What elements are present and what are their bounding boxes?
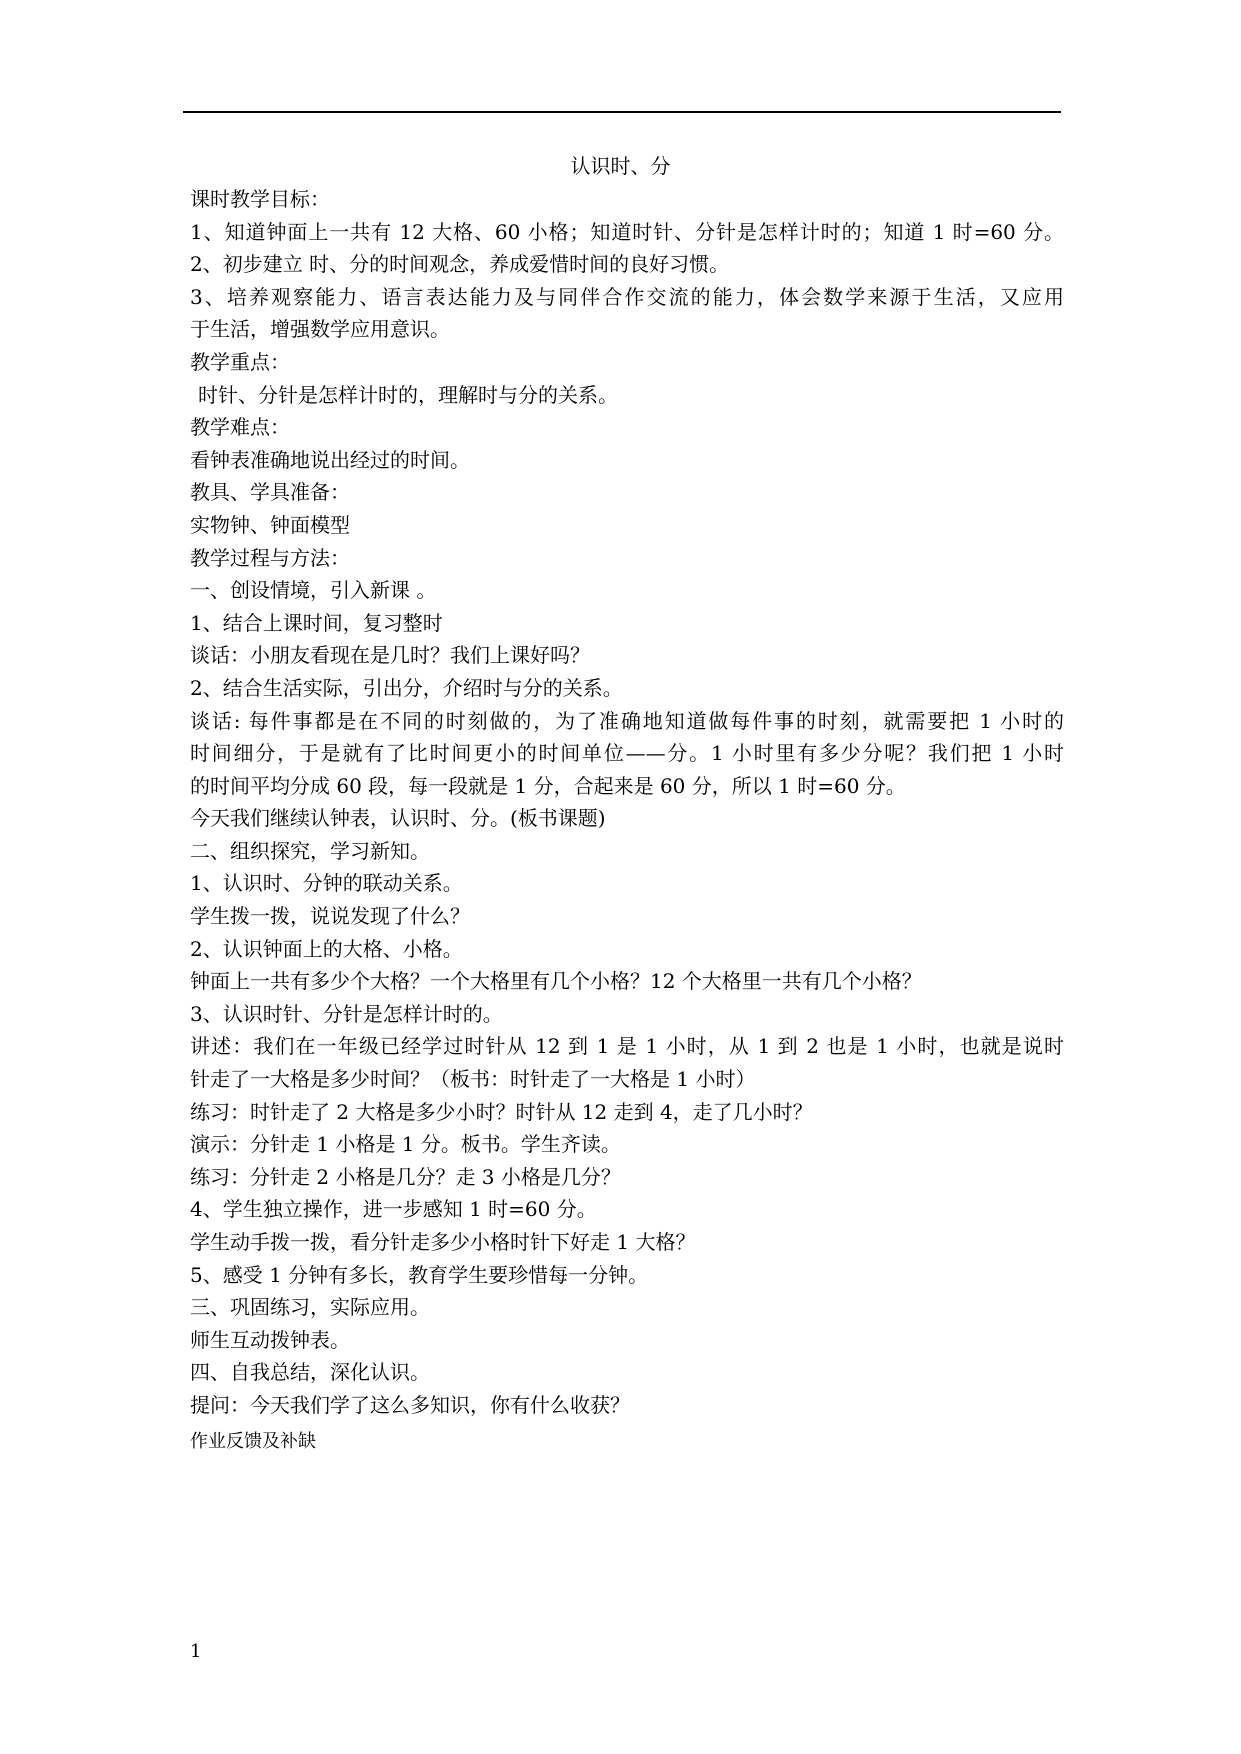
text-line: 于生活，增强数学应用意识。 — [190, 317, 450, 342]
text-line: 教学过程与方法： — [190, 545, 350, 570]
footer-note: 作业反馈及补缺 — [190, 1431, 316, 1452]
text-line: 谈话：小朋友看现在是几时？我们上课好吗？ — [190, 643, 590, 668]
page-number: 1 — [190, 1641, 202, 1662]
text-line: 1、知道钟面上一共有 12 大格、60 小格；知道时针、分针是怎样计时的；知道 1 时=60 分。 — [190, 219, 1064, 244]
text-line: 今天我们继续认钟表，认识时、分。(板书课题) — [190, 806, 606, 831]
text-line: 练习：时针走了 2 大格是多少小时？时针从 12 走到 4，走了几小时？ — [190, 1099, 813, 1124]
text-line: 2、认识钟面上的大格、小格。 — [190, 936, 463, 961]
header-rule — [183, 111, 1061, 113]
text-line: 教学重点： — [190, 349, 290, 374]
text-line: 一、创设情境，引入新课 。 — [190, 578, 437, 603]
text-line: 教具、学具准备： — [190, 480, 350, 505]
text-line: 演示：分针走 1 小格是 1 分。板书。学生齐读。 — [190, 1132, 621, 1157]
text-line: 3、认识时针、分针是怎样计时的。 — [190, 1001, 503, 1026]
text-line: 针走了一大格是多少时间？（板书：时针走了一大格是 1 小时） — [190, 1067, 756, 1092]
text-line: 时间细分，于是就有了比时间更小的时间单位——分。1 小时里有多少分呢？我们把 1 小时 — [190, 741, 1064, 766]
text-line: 练习：分针走 2 小格是几分？走 3 小格是几分？ — [190, 1164, 621, 1189]
document-title: 认识时、分 — [570, 154, 671, 178]
text-line: 1、认识时、分钟的联动关系。 — [190, 871, 463, 896]
text-line: 2、结合生活实际，引出分，介绍时与分的关系。 — [190, 675, 623, 700]
text-line: 学生拨一拨，说说发现了什么？ — [190, 904, 470, 929]
text-line: 三、巩固练习，实际应用。 — [190, 1295, 430, 1320]
text-line: 时针、分针是怎样计时的，理解时与分的关系。 — [198, 382, 618, 407]
text-line: 实物钟、钟面模型 — [190, 512, 350, 537]
text-line: 学生动手拨一拨，看分针走多少小格时针下好走 1 大格？ — [190, 1230, 696, 1254]
text-line: 5、感受 1 分钟有多长，教育学生要珍惜每一分钟。 — [190, 1262, 649, 1287]
text-line: 谈话: 每件事都是在不同的时刻做的，为了准确地知道做每件事的时刻，就需要把 1 小时的 — [190, 708, 1064, 733]
text-line: 课时教学目标： — [190, 187, 330, 211]
text-line: 3、培养观察能力、语言表达能力及与同伴合作交流的能力，体会数学来源于生活，又应用 — [190, 284, 1064, 309]
text-line: 提问：今天我们学了这么多知识，你有什么收获？ — [190, 1392, 630, 1417]
text-line: 的时间平均分成 60 段，每一段就是 1 分，合起来是 60 分，所以 1 时=60 分。 — [190, 773, 906, 798]
text-line: 2、初步建立 时、分的时间观念，养成爱惜时间的良好习惯。 — [190, 252, 730, 277]
text-line: 二、组织探究，学习新知。 — [190, 838, 430, 863]
text-line: 钟面上一共有多少个大格？一个大格里有几个小格？12 个大格里一共有几个小格？ — [190, 969, 922, 994]
text-line: 看钟表准确地说出经过的时间。 — [190, 447, 470, 472]
text-line: 教学难点： — [190, 415, 290, 440]
text-line: 1、结合上课时间，复习整时 — [190, 610, 443, 635]
text-line: 4、学生独立操作，进一步感知 1 时=60 分。 — [190, 1197, 597, 1222]
text-line: 讲述：我们在一年级已经学过时针从 12 到 1 是 1 小时，从 1 到 2 也是 1 小时，也就是说时 — [190, 1034, 1064, 1059]
text-line: 四、自我总结，深化认识。 — [190, 1360, 430, 1385]
text-line: 师生互动拨钟表。 — [190, 1327, 350, 1352]
document-body — [190, 183, 1064, 1422]
